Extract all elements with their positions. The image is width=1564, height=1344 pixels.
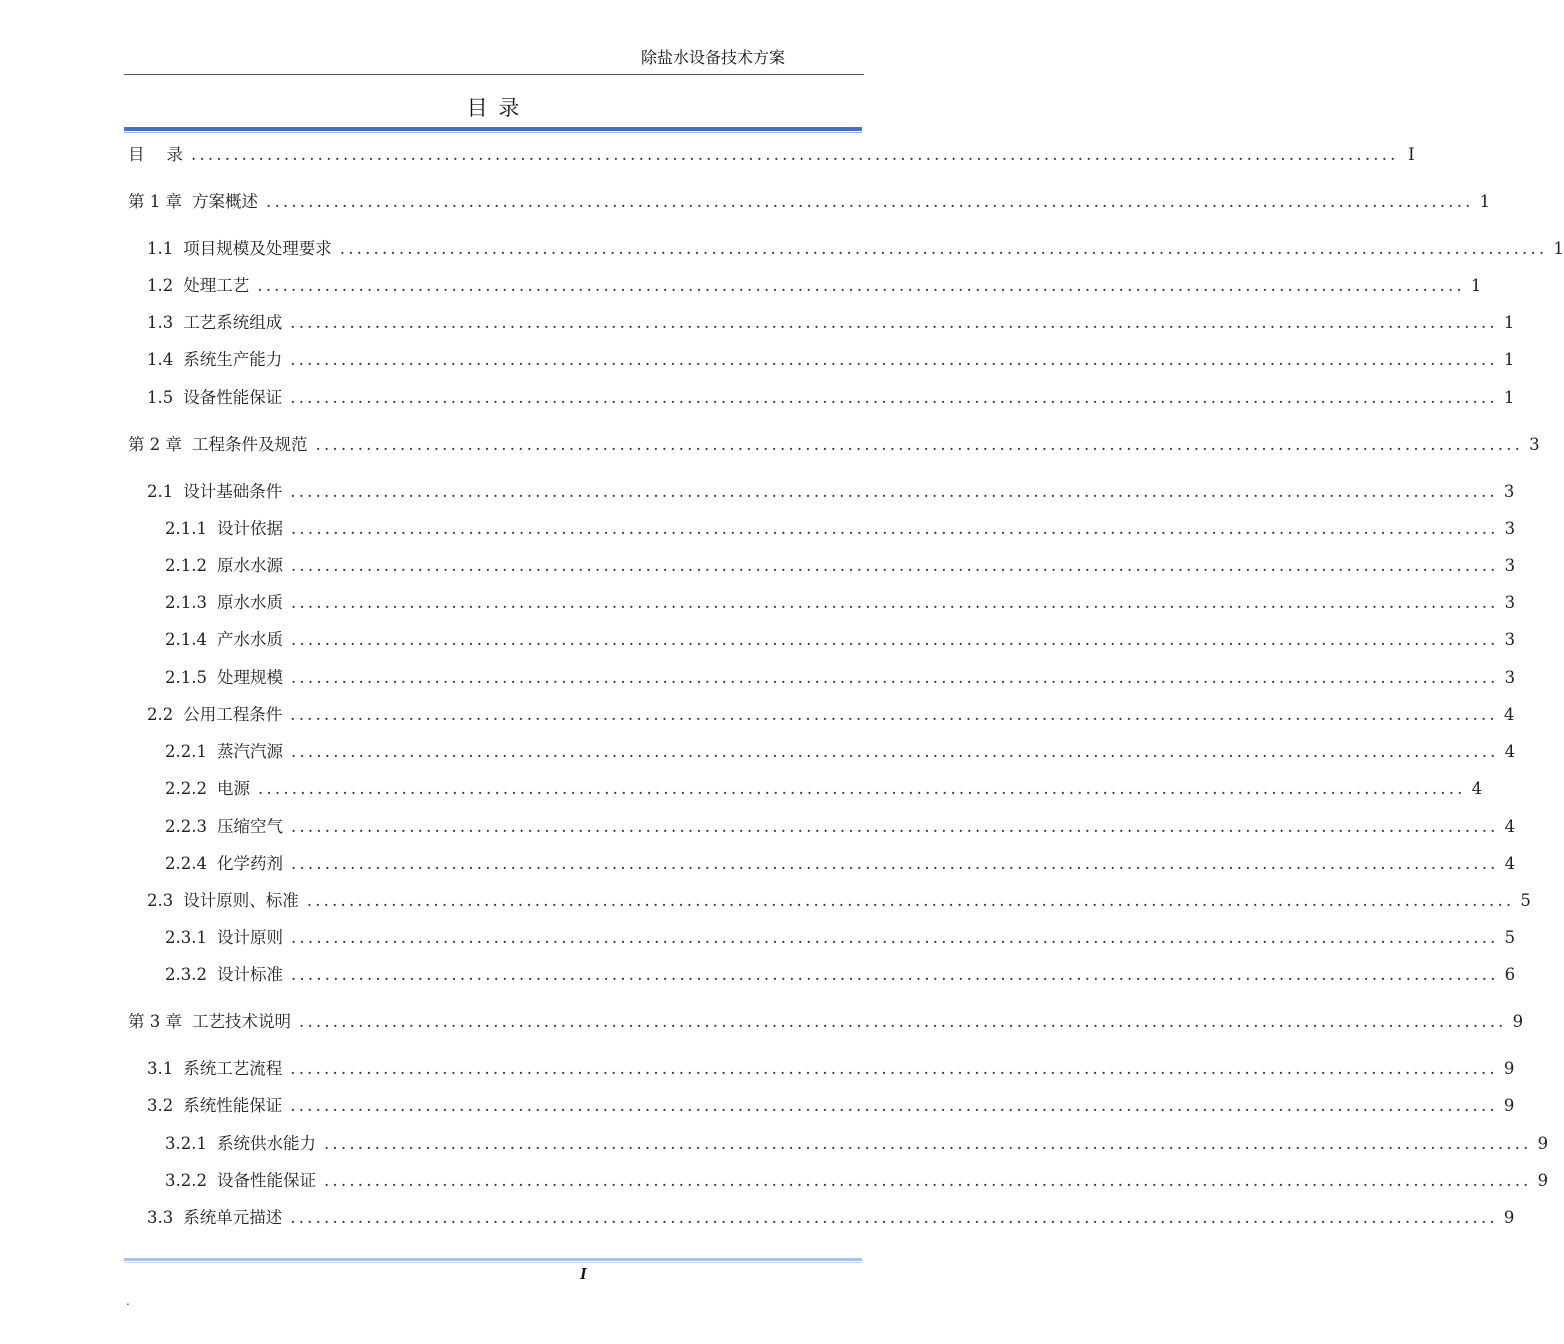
toc-entry-title: 系统生产能力 xyxy=(183,350,283,369)
toc-entry-page: 1 xyxy=(1503,388,1515,407)
toc-entry[interactable] xyxy=(147,480,1515,504)
toc-entry-title: 项目规模及处理要求 xyxy=(183,239,332,258)
toc-entry-page: 9 xyxy=(1503,1096,1515,1115)
toc-entry-title: 工艺技术说明 xyxy=(192,1012,291,1031)
toc-entry-title: 处理工艺 xyxy=(183,276,250,295)
toc-entry-number: 第 3 章 xyxy=(128,1012,182,1031)
toc-heading: 目 录 xyxy=(466,96,522,120)
toc-entry-title: 设计标准 xyxy=(216,965,283,984)
toc-entry-number: 2.2.2 xyxy=(165,779,207,798)
toc-entry[interactable] xyxy=(147,311,1515,335)
toc-entry-page: 4 xyxy=(1504,854,1516,873)
toc-leader-dots: ............................................................................................................................................... xyxy=(290,350,1498,369)
toc-entry-page: 3 xyxy=(1504,556,1516,575)
toc-entry-number: 2.1 xyxy=(147,482,174,501)
toc-entry-page: 3 xyxy=(1504,519,1516,538)
toc-entry-title: 设备性能保证 xyxy=(216,1171,316,1190)
footer-divider-thin xyxy=(124,1262,862,1263)
toc-entry-title: 系统供水能力 xyxy=(216,1134,316,1153)
toc-entry-number: 1.5 xyxy=(147,388,174,407)
toc-entry-title: 工艺系统组成 xyxy=(183,313,283,332)
toc-leader-dots: ............................................................................................................................................... xyxy=(257,276,1465,295)
toc-entry-number: 2.3 xyxy=(147,891,174,910)
toc-entry-number: 3.3 xyxy=(147,1208,174,1227)
toc-entry-page: 3 xyxy=(1529,435,1540,454)
toc-leader-dots: ............................................................................................................................................... xyxy=(339,239,1548,258)
toc-entry-number: 2.2 xyxy=(147,705,174,724)
toc-entry-title: 设计基础条件 xyxy=(183,482,283,501)
toc-entry-page: 4 xyxy=(1503,705,1515,724)
toc-entry-title: 化学药剂 xyxy=(216,854,283,873)
toc-entry[interactable] xyxy=(165,1169,1549,1193)
toc-entry[interactable] xyxy=(147,274,1482,298)
toc-entry[interactable] xyxy=(147,237,1564,261)
toc-entry-number: 1.2 xyxy=(147,276,174,295)
toc-leader-dots: ............................................................................................................................................... xyxy=(257,779,1466,798)
toc-entry-title: 原水水源 xyxy=(216,556,283,575)
toc-entry-page: 9 xyxy=(1512,1012,1524,1031)
toc-entry[interactable] xyxy=(165,740,1516,764)
toc-entry-page: 5 xyxy=(1520,891,1531,910)
toc-entry[interactable] xyxy=(147,1206,1515,1230)
toc-entry-title: 系统工艺流程 xyxy=(183,1059,283,1078)
toc-entry-number: 第 1 章 xyxy=(128,192,182,211)
toc-leader-dots: ............................................................................................................................................... xyxy=(290,705,1498,724)
toc-entry[interactable] xyxy=(165,963,1516,987)
toc-entry-title: 设计原则、标准 xyxy=(183,891,299,910)
toc-leader-dots: ............................................................................................................................................... xyxy=(299,1012,1507,1031)
toc-entry-page: 1 xyxy=(1479,192,1491,211)
toc-leader-dots: ............................................................................................................................................... xyxy=(290,593,1499,612)
toc-entry-title: 处理规模 xyxy=(216,668,283,687)
toc-leader-dots: ............................................................................................................................................... xyxy=(290,519,1499,538)
toc-entry[interactable] xyxy=(128,433,1540,457)
toc-entry-title: 原水水质 xyxy=(216,593,283,612)
toc-entry-number: 2.1.3 xyxy=(165,593,207,612)
toc-entry[interactable] xyxy=(165,517,1516,541)
toc-entry[interactable] xyxy=(165,591,1516,615)
toc-entry-page: 9 xyxy=(1537,1171,1549,1190)
toc-entry-page: 5 xyxy=(1504,928,1516,947)
toc-entry-page: 1 xyxy=(1553,239,1564,258)
toc-entry-page: 6 xyxy=(1504,965,1516,984)
toc-entry-title: 蒸汽汽源 xyxy=(216,742,283,761)
toc-entry[interactable] xyxy=(165,852,1516,876)
toc-entry-number: 2.3.2 xyxy=(165,965,207,984)
toc-entry[interactable] xyxy=(165,815,1516,839)
toc-entry-number: 1.4 xyxy=(147,350,174,369)
toc-entry-title: 工程条件及规范 xyxy=(192,435,308,454)
toc-entry-title: 公用工程条件 xyxy=(183,705,283,724)
footer-mark: . xyxy=(126,1294,130,1308)
toc-entry-title: 设计依据 xyxy=(216,519,283,538)
toc-leader-dots: ............................................................................................................................................... xyxy=(290,928,1499,947)
toc-entry-number: 2.2.3 xyxy=(165,817,207,836)
toc-entry-number: 2.2.1 xyxy=(165,742,207,761)
toc-leader-dots: ............................................................................................................................................... xyxy=(315,435,1524,454)
toc-entry-number: 2.3.1 xyxy=(165,928,207,947)
toc-entry-page: 3 xyxy=(1504,593,1516,612)
toc-entry[interactable] xyxy=(147,1057,1515,1081)
toc-leader-dots: ............................................................................................................................................... xyxy=(290,388,1498,407)
toc-leader-dots: ............................................................................................................................................... xyxy=(290,817,1499,836)
footer-divider xyxy=(124,1258,862,1261)
toc-entry-number: 2.1.4 xyxy=(165,630,207,649)
toc-entry[interactable] xyxy=(128,190,1491,214)
toc-entry-title: 系统性能保证 xyxy=(183,1096,283,1115)
toc-entry-number: 2.1.5 xyxy=(165,668,207,687)
toc-entry-page: 3 xyxy=(1504,668,1516,687)
toc-entry[interactable] xyxy=(165,554,1516,578)
toc-leader-dots: ............................................................................................................................................... xyxy=(290,630,1499,649)
toc-entry-number: 2.1.1 xyxy=(165,519,207,538)
toc-leader-dots: ............................................................................................................................................... xyxy=(290,965,1499,984)
toc-entry-page: 9 xyxy=(1537,1134,1549,1153)
toc-leader-dots: ............................................................................................................................................... xyxy=(290,1059,1498,1078)
toc-leader-dots: ............................................................................................................................................... xyxy=(323,1171,1532,1190)
toc-entry-page: 1 xyxy=(1503,313,1515,332)
toc-entry[interactable] xyxy=(147,889,1531,913)
toc-entry-number: 3.2 xyxy=(147,1096,174,1115)
toc-leader-dots: ............................................................................................................................................... xyxy=(191,145,1399,164)
toc-entry[interactable] xyxy=(165,666,1516,690)
toc-entry-number: 2.1.2 xyxy=(165,556,207,575)
toc-entry[interactable] xyxy=(165,926,1516,950)
toc-entry[interactable] xyxy=(147,1094,1515,1118)
toc-leader-dots: ............................................................................................................................................... xyxy=(290,1208,1498,1227)
toc-entry-page: 9 xyxy=(1503,1059,1515,1078)
toc-leader-dots: ............................................................................................................................................... xyxy=(290,313,1498,332)
toc-entry-page: 1 xyxy=(1503,350,1515,369)
toc-leader-dots: ............................................................................................................................................... xyxy=(266,192,1474,211)
toc-entry[interactable] xyxy=(128,1010,1524,1034)
toc-entry-number: 1.1 xyxy=(147,239,174,258)
toc-entry[interactable] xyxy=(147,386,1515,410)
toc-entry-title: 电源 xyxy=(216,779,250,798)
toc-leader-dots: ............................................................................................................................................... xyxy=(290,668,1499,687)
toc-entry[interactable] xyxy=(147,703,1515,727)
toc-entry-page: 1 xyxy=(1470,276,1482,295)
toc-entry-title: 录 xyxy=(166,145,183,164)
header-title: 除盐水设备技术方案 xyxy=(641,48,786,67)
toc-entry-number: 1.3 xyxy=(147,313,174,332)
toc-entry-page: 9 xyxy=(1503,1208,1515,1227)
toc-leader-dots: ............................................................................................................................................... xyxy=(290,854,1499,873)
toc-leader-dots: ............................................................................................................................................... xyxy=(323,1134,1532,1153)
toc-entry-title: 设备性能保证 xyxy=(183,388,283,407)
toc-entry-title: 产水水质 xyxy=(216,630,283,649)
toc-entry[interactable] xyxy=(165,628,1516,652)
toc-entry-title: 设计原则 xyxy=(216,928,283,947)
toc-entry-page: 3 xyxy=(1504,630,1516,649)
toc-entry-number: 2.2.4 xyxy=(165,854,207,873)
toc-entry-page: I xyxy=(1408,145,1415,164)
toc-leader-dots: ............................................................................................................................................... xyxy=(290,556,1499,575)
toc-entry-number: 3.1 xyxy=(147,1059,174,1078)
toc-leader-dots: ............................................................................................................................................... xyxy=(290,1096,1498,1115)
toc-entry-number: 目 xyxy=(128,145,145,164)
footer-page-number: I xyxy=(580,1264,587,1283)
toc-entry-title: 方案概述 xyxy=(192,192,258,211)
toc-leader-dots: ............................................................................................................................................... xyxy=(290,482,1498,501)
toc-leader-dots: ............................................................................................................................................... xyxy=(290,742,1499,761)
toc-entry-number: 3.2.2 xyxy=(165,1171,207,1190)
toc-entry-title: 系统单元描述 xyxy=(183,1208,283,1227)
toc-entry-number: 第 2 章 xyxy=(128,435,182,454)
toc-entry[interactable] xyxy=(128,143,1415,167)
toc-leader-dots: ............................................................................................................................................... xyxy=(306,891,1515,910)
toc-entry[interactable] xyxy=(165,777,1483,801)
toc-entry[interactable] xyxy=(147,348,1515,372)
toc-entry[interactable] xyxy=(165,1132,1549,1156)
toc-entry-page: 3 xyxy=(1503,482,1515,501)
toc-entry-page: 4 xyxy=(1471,779,1483,798)
toc-entry-page: 4 xyxy=(1504,742,1516,761)
toc-entry-page: 4 xyxy=(1504,817,1516,836)
toc-entry-number: 3.2.1 xyxy=(165,1134,207,1153)
toc-entry-title: 压缩空气 xyxy=(216,817,283,836)
